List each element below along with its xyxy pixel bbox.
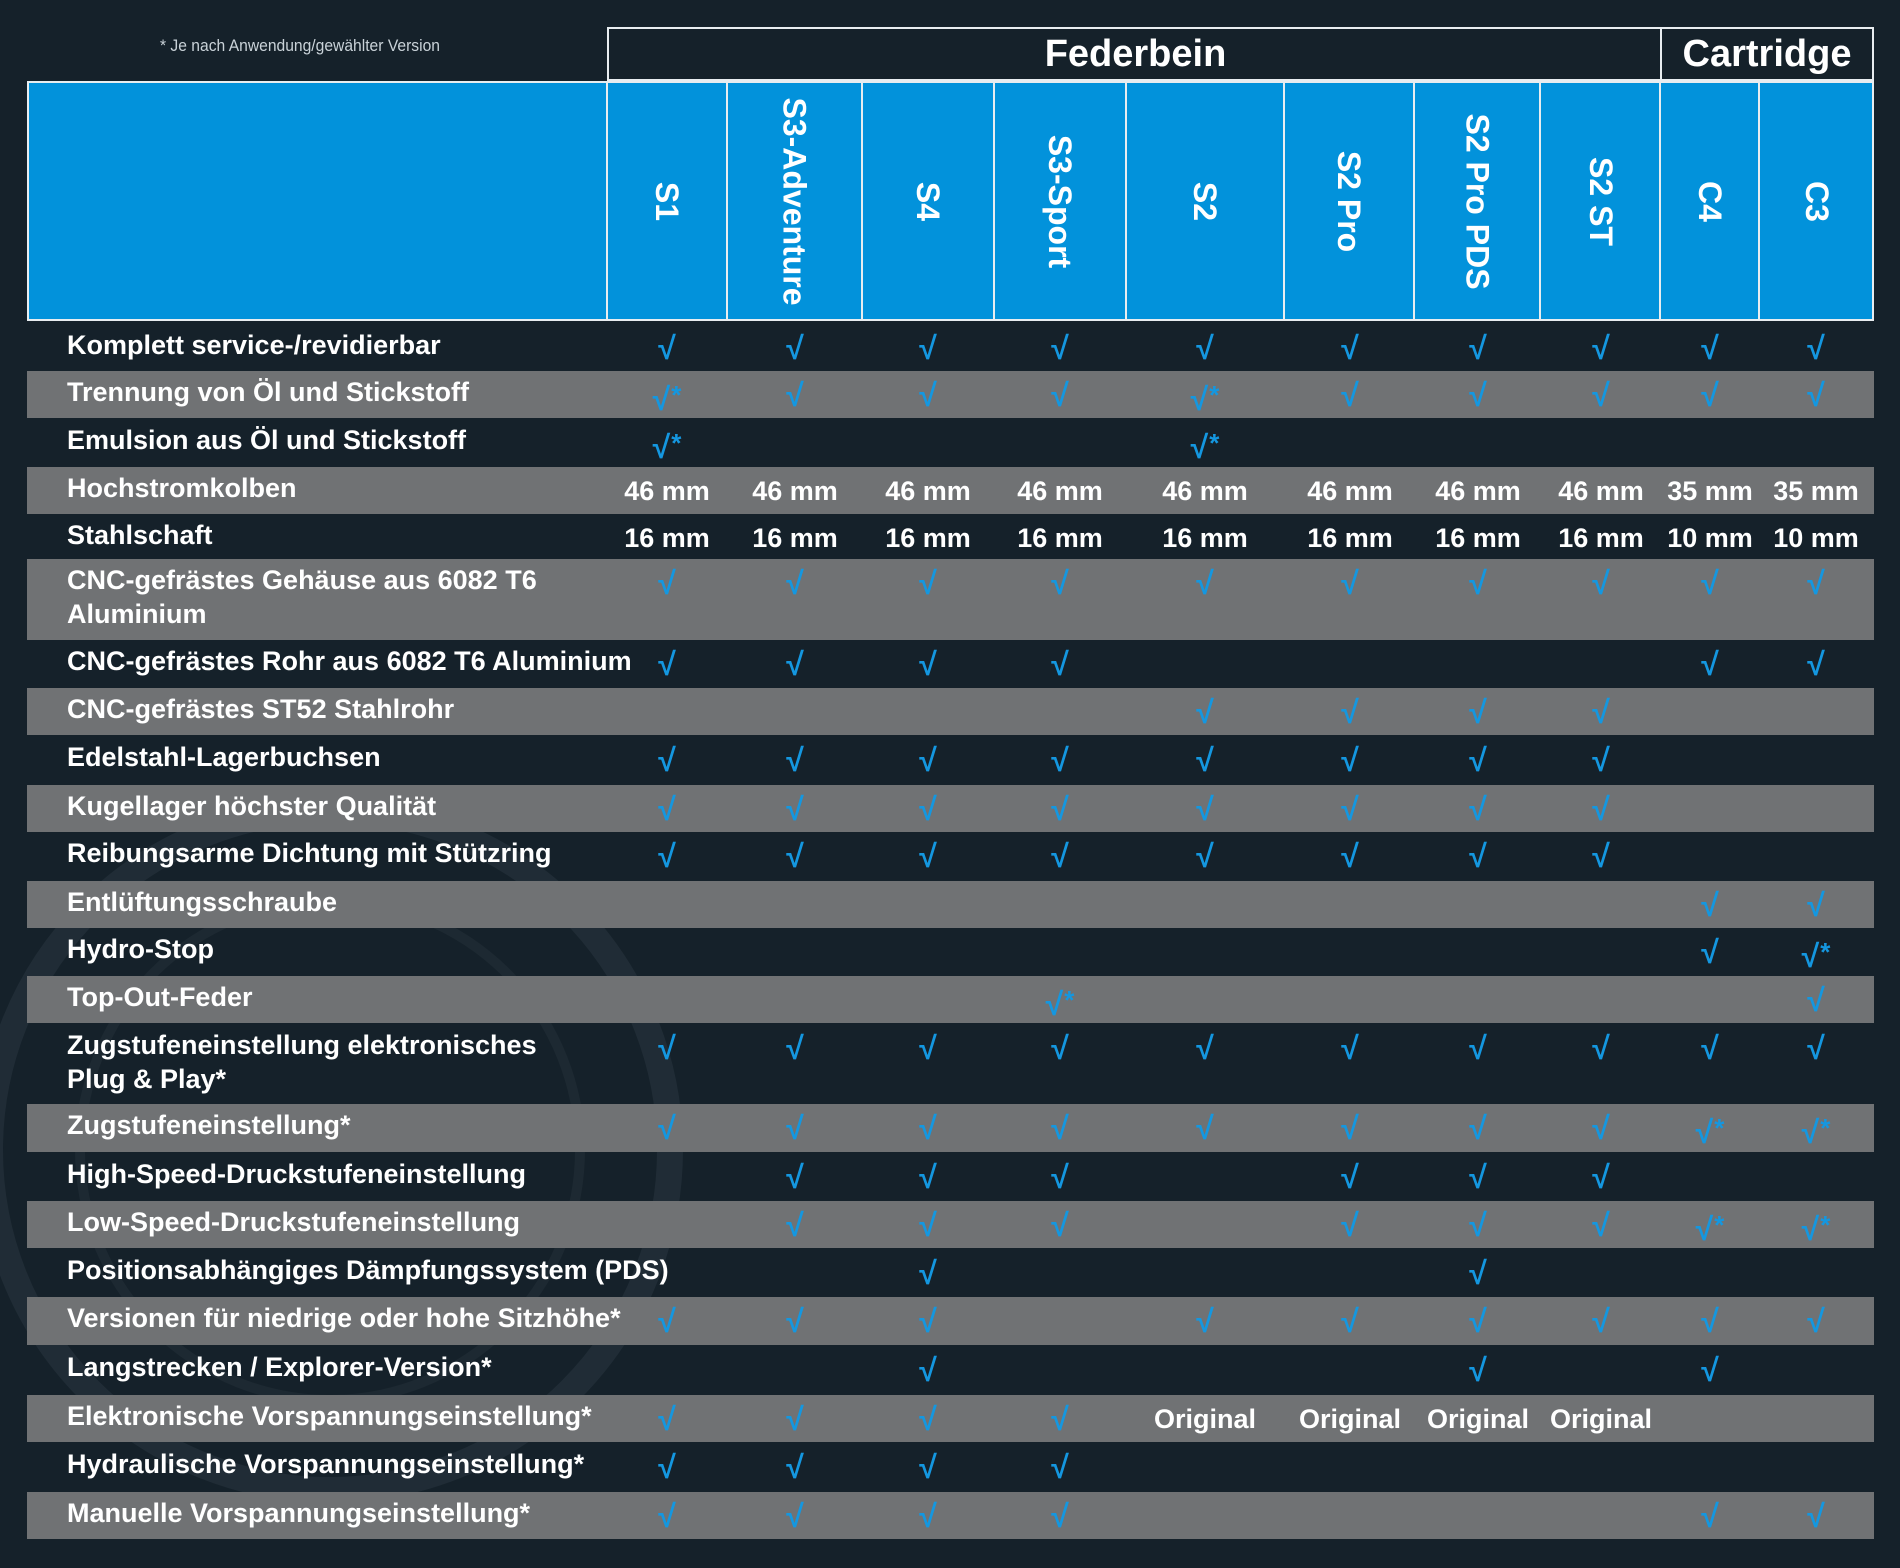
feature-label: Emulsion aus Öl und Stickstoff bbox=[67, 425, 467, 455]
check-icon: √ bbox=[919, 1255, 937, 1291]
table-row bbox=[27, 559, 1874, 640]
value-cell: 35 mm bbox=[1773, 476, 1859, 506]
check-icon: √ bbox=[1701, 330, 1719, 366]
check-icon: √ bbox=[658, 646, 676, 682]
model-label: S4 bbox=[910, 181, 947, 221]
check-icon: √ bbox=[919, 565, 937, 601]
check-icon: √ bbox=[1701, 1498, 1719, 1534]
model-header-s4 bbox=[862, 81, 994, 321]
model-label: S1 bbox=[649, 181, 686, 221]
check-with-asterisk-icon: √* bbox=[652, 428, 682, 465]
check-icon: √ bbox=[786, 1449, 804, 1485]
table-row bbox=[27, 1492, 1874, 1539]
feature-label: Top-Out-Feder bbox=[67, 982, 253, 1012]
check-icon: √ bbox=[1592, 742, 1610, 778]
check-icon: √ bbox=[658, 1110, 676, 1146]
check-icon: √ bbox=[1807, 646, 1825, 682]
check-icon: √ bbox=[1051, 1159, 1069, 1195]
check-icon: √ bbox=[786, 1207, 804, 1243]
check-icon: √ bbox=[786, 742, 804, 778]
check-icon: √ bbox=[786, 1401, 804, 1437]
check-icon: √ bbox=[658, 565, 676, 601]
check-icon: √ bbox=[786, 377, 804, 413]
check-icon: √ bbox=[1051, 330, 1069, 366]
check-with-asterisk-icon: √* bbox=[1190, 428, 1220, 465]
feature-label: Zugstufeneinstellung elektronisches Plug & Play* bbox=[67, 1030, 537, 1094]
table-row bbox=[27, 928, 1874, 975]
feature-label: Manuelle Vorspannungseinstellung* bbox=[67, 1498, 531, 1528]
feature-label: CNC-gefrästes ST52 Stahlrohr bbox=[67, 694, 455, 724]
value-cell: 46 mm bbox=[1017, 476, 1103, 506]
check-icon: √ bbox=[786, 1303, 804, 1339]
value-cell: 46 mm bbox=[1307, 476, 1393, 506]
check-icon: √ bbox=[1701, 565, 1719, 601]
check-icon: √ bbox=[1807, 330, 1825, 366]
value-cell: 46 mm bbox=[885, 476, 971, 506]
table-row bbox=[27, 467, 1874, 514]
check-icon: √ bbox=[658, 1449, 676, 1485]
check-icon: √ bbox=[786, 838, 804, 874]
check-icon: √ bbox=[658, 838, 676, 874]
check-icon: √ bbox=[1051, 1207, 1069, 1243]
model-label: C4 bbox=[1692, 180, 1728, 222]
feature-label: Kugellager höchster Qualität bbox=[67, 791, 437, 821]
feature-label: Zugstufeneinstellung* bbox=[67, 1110, 351, 1140]
feature-label: Komplett service-/revidierbar bbox=[67, 330, 441, 360]
check-icon: √ bbox=[1469, 1255, 1487, 1291]
check-with-asterisk-icon: √* bbox=[1695, 1210, 1725, 1247]
check-icon: √ bbox=[1341, 1030, 1359, 1066]
check-icon: √ bbox=[919, 742, 937, 778]
value-cell: 16 mm bbox=[1017, 523, 1103, 553]
check-icon: √ bbox=[1469, 330, 1487, 366]
check-icon: √ bbox=[1341, 1110, 1359, 1146]
model-label: S2 Pro PDS bbox=[1459, 112, 1496, 290]
check-icon: √ bbox=[1051, 742, 1069, 778]
value-cell: 16 mm bbox=[1162, 523, 1248, 553]
check-icon: √ bbox=[1196, 742, 1214, 778]
value-cell: Original bbox=[1298, 1404, 1401, 1434]
check-icon: √ bbox=[1051, 1401, 1069, 1437]
check-icon: √ bbox=[786, 1159, 804, 1195]
table-row bbox=[27, 785, 1874, 832]
check-icon: √ bbox=[1469, 1303, 1487, 1339]
check-with-asterisk-icon: √* bbox=[1801, 937, 1831, 974]
check-icon: √ bbox=[1341, 377, 1359, 413]
check-icon: √ bbox=[919, 1449, 937, 1485]
table-row bbox=[27, 419, 1874, 466]
check-icon: √ bbox=[1701, 377, 1719, 413]
check-with-asterisk-icon: √* bbox=[652, 380, 682, 417]
check-icon: √ bbox=[1051, 791, 1069, 827]
check-icon: √ bbox=[1592, 1159, 1610, 1195]
value-cell: 10 mm bbox=[1667, 523, 1753, 553]
feature-label: Versionen für niedrige oder hohe Sitzhöhe* bbox=[67, 1303, 621, 1333]
check-icon: √ bbox=[1469, 377, 1487, 413]
check-with-asterisk-icon: √* bbox=[1801, 1210, 1831, 1247]
value-cell: 46 mm bbox=[624, 476, 710, 506]
check-icon: √ bbox=[1051, 838, 1069, 874]
check-icon: √ bbox=[919, 1159, 937, 1195]
check-icon: √ bbox=[1196, 694, 1214, 730]
check-icon: √ bbox=[919, 838, 937, 874]
check-icon: √ bbox=[658, 1498, 676, 1534]
group-header-cartridge: Cartridge bbox=[1660, 27, 1874, 81]
check-icon: √ bbox=[1701, 887, 1719, 923]
check-icon: √ bbox=[1592, 694, 1610, 730]
table-row bbox=[27, 1249, 1874, 1296]
check-icon: √ bbox=[658, 791, 676, 827]
table-row bbox=[27, 1104, 1874, 1152]
model-header-s1 bbox=[607, 81, 727, 321]
value-cell: 46 mm bbox=[1162, 476, 1248, 506]
check-icon: √ bbox=[1341, 1159, 1359, 1195]
check-icon: √ bbox=[1051, 377, 1069, 413]
feature-label: Hydro-Stop bbox=[67, 934, 214, 964]
check-with-asterisk-icon: √* bbox=[1190, 380, 1220, 417]
check-icon: √ bbox=[1051, 1449, 1069, 1485]
check-icon: √ bbox=[1341, 1207, 1359, 1243]
table-row bbox=[27, 736, 1874, 783]
model-label: S3-Sport bbox=[1042, 134, 1079, 268]
check-icon: √ bbox=[1051, 565, 1069, 601]
feature-label: Low-Speed-Druckstufeneinstellung bbox=[67, 1207, 521, 1237]
check-icon: √ bbox=[1341, 694, 1359, 730]
value-cell: 46 mm bbox=[752, 476, 838, 506]
value-cell: Original bbox=[1153, 1404, 1256, 1434]
check-icon: √ bbox=[1196, 1110, 1214, 1146]
footnote: * Je nach Anwendung/gewählter Version bbox=[160, 36, 440, 55]
check-icon: √ bbox=[1592, 1207, 1610, 1243]
check-icon: √ bbox=[1341, 1303, 1359, 1339]
check-icon: √ bbox=[1701, 1030, 1719, 1066]
value-cell: 16 mm bbox=[624, 523, 710, 553]
check-icon: √ bbox=[919, 1030, 937, 1066]
check-icon: √ bbox=[1196, 1030, 1214, 1066]
check-icon: √ bbox=[1592, 377, 1610, 413]
check-icon: √ bbox=[919, 1303, 937, 1339]
table-row bbox=[27, 514, 1874, 559]
check-icon: √ bbox=[786, 1030, 804, 1066]
feature-label: Hochstromkolben bbox=[67, 473, 297, 503]
check-icon: √ bbox=[1469, 1110, 1487, 1146]
check-icon: √ bbox=[658, 1401, 676, 1437]
check-icon: √ bbox=[1701, 1303, 1719, 1339]
value-cell: 16 mm bbox=[752, 523, 838, 553]
check-icon: √ bbox=[1592, 330, 1610, 366]
check-icon: √ bbox=[1592, 838, 1610, 874]
feature-label: High-Speed-Druckstufeneinstellung bbox=[67, 1159, 527, 1189]
table-row bbox=[27, 881, 1874, 928]
check-icon: √ bbox=[1807, 982, 1825, 1018]
check-icon: √ bbox=[1807, 1030, 1825, 1066]
table-row bbox=[27, 1443, 1874, 1490]
model-label: S2 bbox=[1187, 181, 1224, 221]
table-row bbox=[27, 832, 1874, 879]
check-icon: √ bbox=[1701, 934, 1719, 970]
check-icon: √ bbox=[1341, 742, 1359, 778]
check-icon: √ bbox=[1196, 565, 1214, 601]
check-icon: √ bbox=[1051, 1110, 1069, 1146]
model-header-s2-pro bbox=[1284, 81, 1414, 321]
feature-label: Stahlschaft bbox=[67, 520, 213, 550]
check-icon: √ bbox=[658, 1303, 676, 1339]
check-icon: √ bbox=[1469, 565, 1487, 601]
table-row bbox=[27, 371, 1874, 418]
check-icon: √ bbox=[1469, 1207, 1487, 1243]
check-icon: √ bbox=[919, 1401, 937, 1437]
table-row bbox=[27, 1395, 1874, 1442]
value-cell: 16 mm bbox=[1435, 523, 1521, 553]
check-icon: √ bbox=[919, 1207, 937, 1243]
check-icon: √ bbox=[658, 1030, 676, 1066]
check-icon: √ bbox=[1469, 694, 1487, 730]
check-icon: √ bbox=[919, 1498, 937, 1534]
check-icon: √ bbox=[1469, 791, 1487, 827]
check-icon: √ bbox=[1701, 646, 1719, 682]
check-icon: √ bbox=[1807, 1303, 1825, 1339]
check-with-asterisk-icon: √* bbox=[1695, 1113, 1725, 1150]
check-with-asterisk-icon: √* bbox=[1801, 1113, 1831, 1150]
check-icon: √ bbox=[1592, 565, 1610, 601]
check-icon: √ bbox=[786, 565, 804, 601]
check-with-asterisk-icon: √* bbox=[1045, 985, 1075, 1022]
check-icon: √ bbox=[1469, 742, 1487, 778]
model-header-s3-adventure bbox=[727, 81, 862, 321]
check-icon: √ bbox=[1592, 1110, 1610, 1146]
check-icon: √ bbox=[919, 377, 937, 413]
feature-label: Entlüftungsschraube bbox=[67, 887, 338, 917]
check-icon: √ bbox=[786, 1110, 804, 1146]
check-icon: √ bbox=[1051, 646, 1069, 682]
check-icon: √ bbox=[919, 330, 937, 366]
table-row bbox=[27, 640, 1874, 687]
model-header-c3 bbox=[1759, 81, 1874, 321]
value-cell: 16 mm bbox=[1307, 523, 1393, 553]
model-header-s2-pro-pds bbox=[1414, 81, 1540, 321]
check-icon: √ bbox=[658, 742, 676, 778]
check-icon: √ bbox=[1807, 377, 1825, 413]
check-icon: √ bbox=[1469, 1030, 1487, 1066]
check-icon: √ bbox=[1196, 330, 1214, 366]
table-row bbox=[27, 688, 1874, 735]
check-icon: √ bbox=[1592, 1030, 1610, 1066]
check-icon: √ bbox=[1341, 565, 1359, 601]
check-icon: √ bbox=[1807, 887, 1825, 923]
model-label: C3 bbox=[1799, 180, 1835, 222]
feature-label: Reibungsarme Dichtung mit Stützring bbox=[67, 838, 552, 868]
group-header-federbein: Federbein bbox=[607, 27, 1662, 81]
model-label: S3-Adventure bbox=[777, 96, 814, 306]
check-icon: √ bbox=[786, 646, 804, 682]
table-row bbox=[27, 1297, 1874, 1345]
check-icon: √ bbox=[1469, 838, 1487, 874]
check-icon: √ bbox=[1592, 1303, 1610, 1339]
feature-label: Hydraulische Vorspannungseinstellung* bbox=[67, 1449, 585, 1479]
value-cell: 46 mm bbox=[1558, 476, 1644, 506]
feature-label: CNC-gefrästes Gehäuse aus 6082 T6 Aluminium bbox=[67, 565, 537, 629]
feature-label: Elektronische Vorspannungseinstellung* bbox=[67, 1401, 592, 1431]
check-icon: √ bbox=[1592, 791, 1610, 827]
value-cell: 16 mm bbox=[885, 523, 971, 553]
model-header-s2 bbox=[1126, 81, 1284, 321]
model-header-c4 bbox=[1660, 81, 1759, 321]
check-icon: √ bbox=[919, 1352, 937, 1388]
model-label: S2 Pro bbox=[1331, 150, 1368, 252]
check-icon: √ bbox=[919, 791, 937, 827]
feature-label: CNC-gefrästes Rohr aus 6082 T6 Aluminium bbox=[67, 646, 632, 676]
feature-label: Langstrecken / Explorer-Version* bbox=[67, 1352, 492, 1382]
check-icon: √ bbox=[786, 330, 804, 366]
check-icon: √ bbox=[786, 791, 804, 827]
value-cell: 16 mm bbox=[1558, 523, 1644, 553]
table-row bbox=[27, 1201, 1874, 1248]
model-label: S2 ST bbox=[1582, 156, 1619, 246]
check-icon: √ bbox=[1051, 1498, 1069, 1534]
check-icon: √ bbox=[1341, 791, 1359, 827]
table-row bbox=[27, 976, 1874, 1023]
feature-label: Edelstahl-Lagerbuchsen bbox=[67, 742, 381, 772]
table-row bbox=[27, 324, 1874, 369]
check-icon: √ bbox=[1701, 1352, 1719, 1388]
model-header-s3-sport bbox=[994, 81, 1126, 321]
check-icon: √ bbox=[658, 330, 676, 366]
check-icon: √ bbox=[1469, 1159, 1487, 1195]
value-cell: 35 mm bbox=[1667, 476, 1753, 506]
value-cell: 46 mm bbox=[1435, 476, 1521, 506]
check-icon: √ bbox=[1196, 1303, 1214, 1339]
check-icon: √ bbox=[1807, 565, 1825, 601]
check-icon: √ bbox=[1196, 838, 1214, 874]
feature-label: Trennung von Öl und Stickstoff bbox=[67, 377, 469, 407]
check-icon: √ bbox=[1341, 330, 1359, 366]
table-row bbox=[27, 1024, 1874, 1104]
check-icon: √ bbox=[1807, 1498, 1825, 1534]
feature-label: Positionsabhängiges Dämpfungssystem (PDS) bbox=[67, 1255, 669, 1285]
table-row bbox=[27, 1346, 1874, 1394]
model-header-s2-st bbox=[1540, 81, 1660, 321]
table-row bbox=[27, 1153, 1874, 1200]
check-icon: √ bbox=[1196, 791, 1214, 827]
value-cell: Original bbox=[1426, 1404, 1529, 1434]
check-icon: √ bbox=[919, 646, 937, 682]
check-icon: √ bbox=[1051, 1030, 1069, 1066]
check-icon: √ bbox=[1469, 1352, 1487, 1388]
value-cell: 10 mm bbox=[1773, 523, 1859, 553]
check-icon: √ bbox=[786, 1498, 804, 1534]
check-icon: √ bbox=[1341, 838, 1359, 874]
check-icon: √ bbox=[919, 1110, 937, 1146]
value-cell: Original bbox=[1549, 1404, 1652, 1434]
